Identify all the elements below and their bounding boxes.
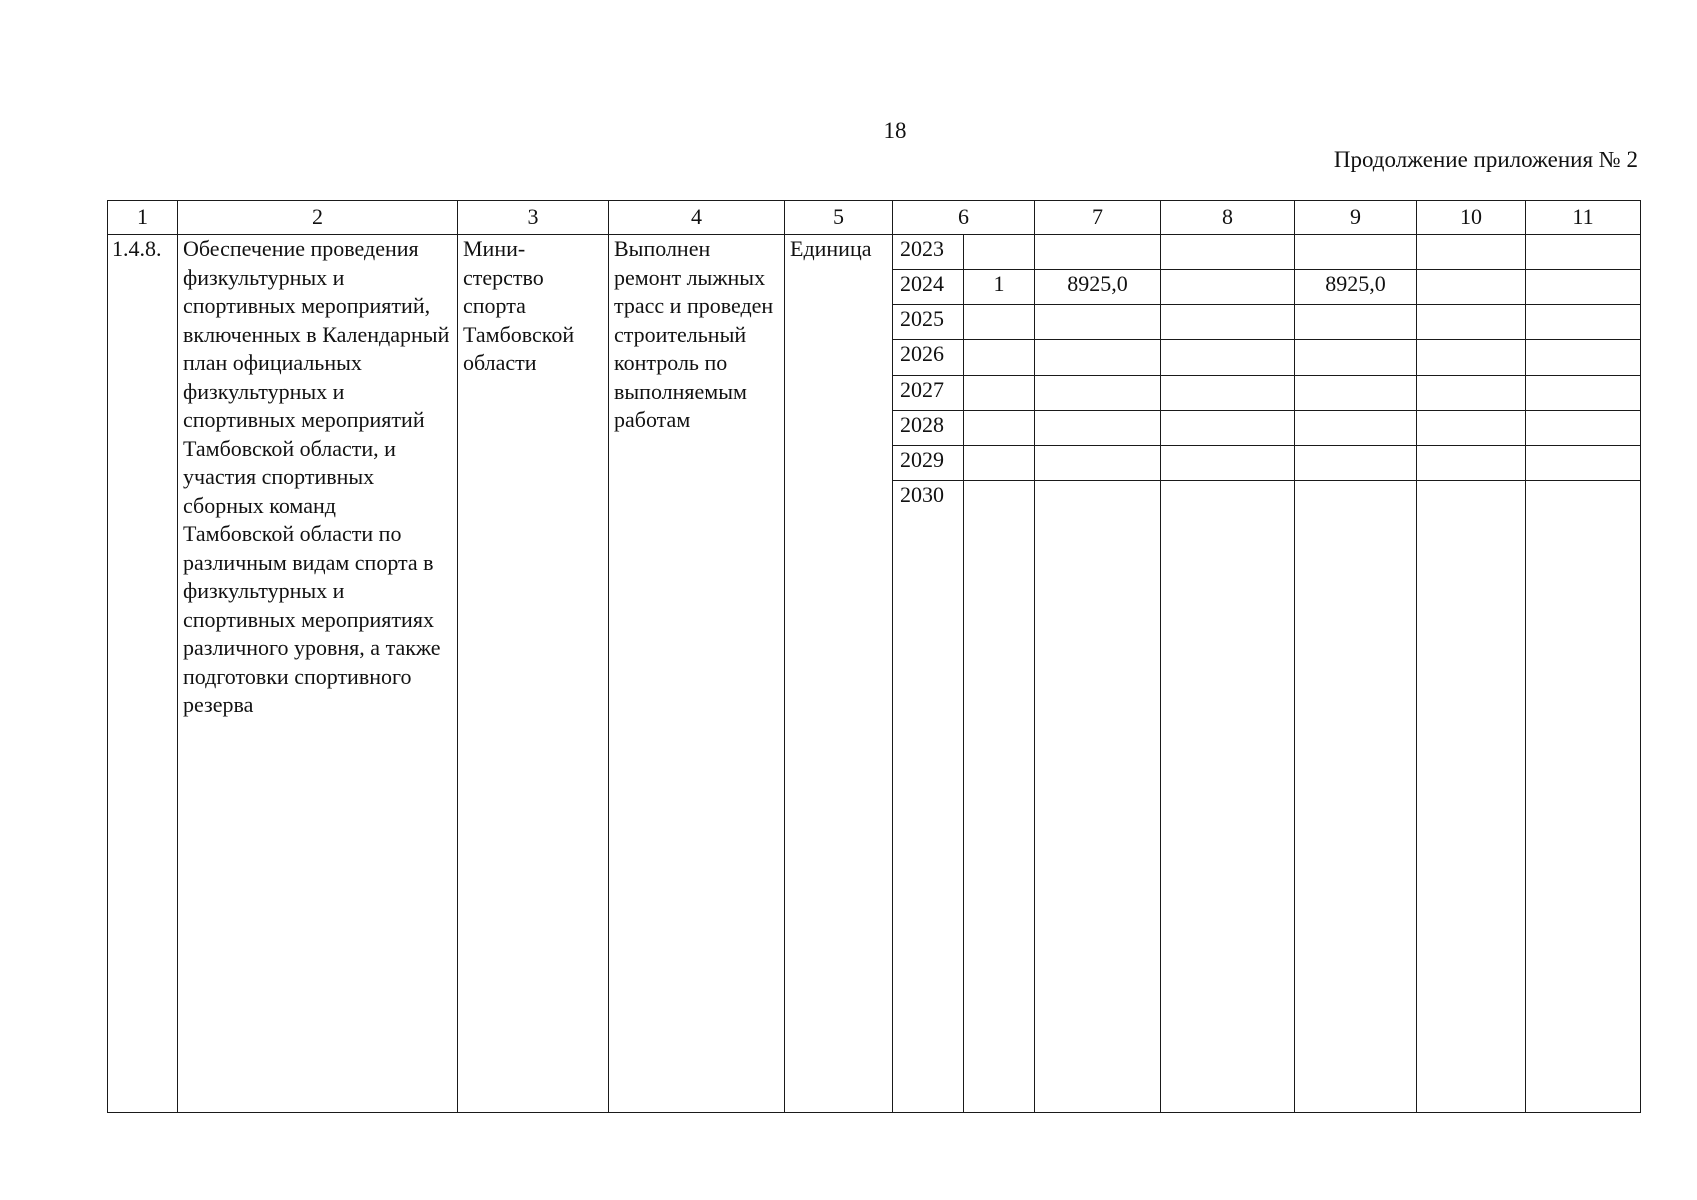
column-number-header-row <box>108 201 1641 235</box>
funding-col-9 <box>1295 305 1417 340</box>
table-row <box>108 235 1641 270</box>
funding-col-11 <box>1526 340 1641 375</box>
indicator-value <box>964 480 1035 1112</box>
funding-col-11 <box>1526 375 1641 410</box>
indicator-value <box>964 375 1035 410</box>
funding-col-10 <box>1417 375 1526 410</box>
funding-col-8 <box>1161 235 1295 270</box>
responsible-executor: Мини-стерство спорта Тамбовской области <box>458 235 609 1113</box>
year-cell: 2028 <box>893 410 964 445</box>
column-number: 3 <box>458 201 609 235</box>
funding-col-11 <box>1526 235 1641 270</box>
funding-col-9 <box>1295 340 1417 375</box>
indicator-value: 1 <box>964 270 1035 305</box>
funding-col-9 <box>1295 375 1417 410</box>
funding-col-7 <box>1035 445 1161 480</box>
funding-col-9 <box>1295 480 1417 1112</box>
funding-col-11 <box>1526 445 1641 480</box>
funding-col-9 <box>1295 235 1417 270</box>
column-number: 5 <box>785 201 893 235</box>
column-number: 10 <box>1417 201 1526 235</box>
funding-col-8 <box>1161 410 1295 445</box>
column-number: 2 <box>178 201 458 235</box>
funding-col-11 <box>1526 480 1641 1112</box>
funding-col-8 <box>1161 445 1295 480</box>
year-cell: 2023 <box>893 235 964 270</box>
expected-result: Выполнен ремонт лыжных трасс и проведен строительный контроль по выполняемым работам <box>609 235 785 1113</box>
funding-col-10 <box>1417 235 1526 270</box>
column-number: 7 <box>1035 201 1161 235</box>
row-number: 1.4.8. <box>108 235 178 1113</box>
unit-of-measure: Единица <box>785 235 893 1113</box>
year-cell: 2027 <box>893 375 964 410</box>
funding-col-8 <box>1161 340 1295 375</box>
indicator-value <box>964 340 1035 375</box>
indicator-value <box>964 410 1035 445</box>
funding-col-11 <box>1526 270 1641 305</box>
funding-col-10 <box>1417 270 1526 305</box>
funding-col-9 <box>1295 410 1417 445</box>
funding-col-9: 8925,0 <box>1295 270 1417 305</box>
page-number: 18 <box>883 118 907 143</box>
column-number: 9 <box>1295 201 1417 235</box>
year-cell: 2026 <box>893 340 964 375</box>
year-cell: 2029 <box>893 445 964 480</box>
column-number: 6 <box>893 201 1035 235</box>
funding-col-7: 8925,0 <box>1035 270 1161 305</box>
funding-col-10 <box>1417 410 1526 445</box>
column-number: 1 <box>108 201 178 235</box>
indicator-value <box>964 445 1035 480</box>
funding-col-11 <box>1526 305 1641 340</box>
year-cell: 2030 <box>893 480 964 1112</box>
funding-col-10 <box>1417 480 1526 1112</box>
funding-col-7 <box>1035 480 1161 1112</box>
funding-col-10 <box>1417 445 1526 480</box>
funding-col-9 <box>1295 445 1417 480</box>
funding-col-10 <box>1417 305 1526 340</box>
program-table <box>107 200 1641 1113</box>
funding-col-8 <box>1161 375 1295 410</box>
column-number: 11 <box>1526 201 1641 235</box>
indicator-value <box>964 305 1035 340</box>
funding-col-10 <box>1417 340 1526 375</box>
indicator-value <box>964 235 1035 270</box>
funding-col-7 <box>1035 340 1161 375</box>
funding-col-8 <box>1161 305 1295 340</box>
event-description: Обеспечение проведения физкультурных и спортивных мероприятий, включенных в Календарный план официальных физкультурных и спортивных мероприятий Тамбовской области, и участия спортивных сборных команд Тамбовской области по различным видам спорта в физкультурных и спортивных мероприятиях различного уровня, а также подготовки спортивного резерва <box>178 235 458 1113</box>
funding-col-7 <box>1035 235 1161 270</box>
funding-col-11 <box>1526 410 1641 445</box>
year-cell: 2025 <box>893 305 964 340</box>
funding-col-7 <box>1035 305 1161 340</box>
funding-col-7 <box>1035 375 1161 410</box>
column-number: 4 <box>609 201 785 235</box>
funding-col-8 <box>1161 480 1295 1112</box>
year-cell: 2024 <box>893 270 964 305</box>
continuation-label: Продолжение приложения № 2 <box>1333 147 1638 172</box>
column-number: 8 <box>1161 201 1295 235</box>
funding-col-8 <box>1161 270 1295 305</box>
funding-col-7 <box>1035 410 1161 445</box>
